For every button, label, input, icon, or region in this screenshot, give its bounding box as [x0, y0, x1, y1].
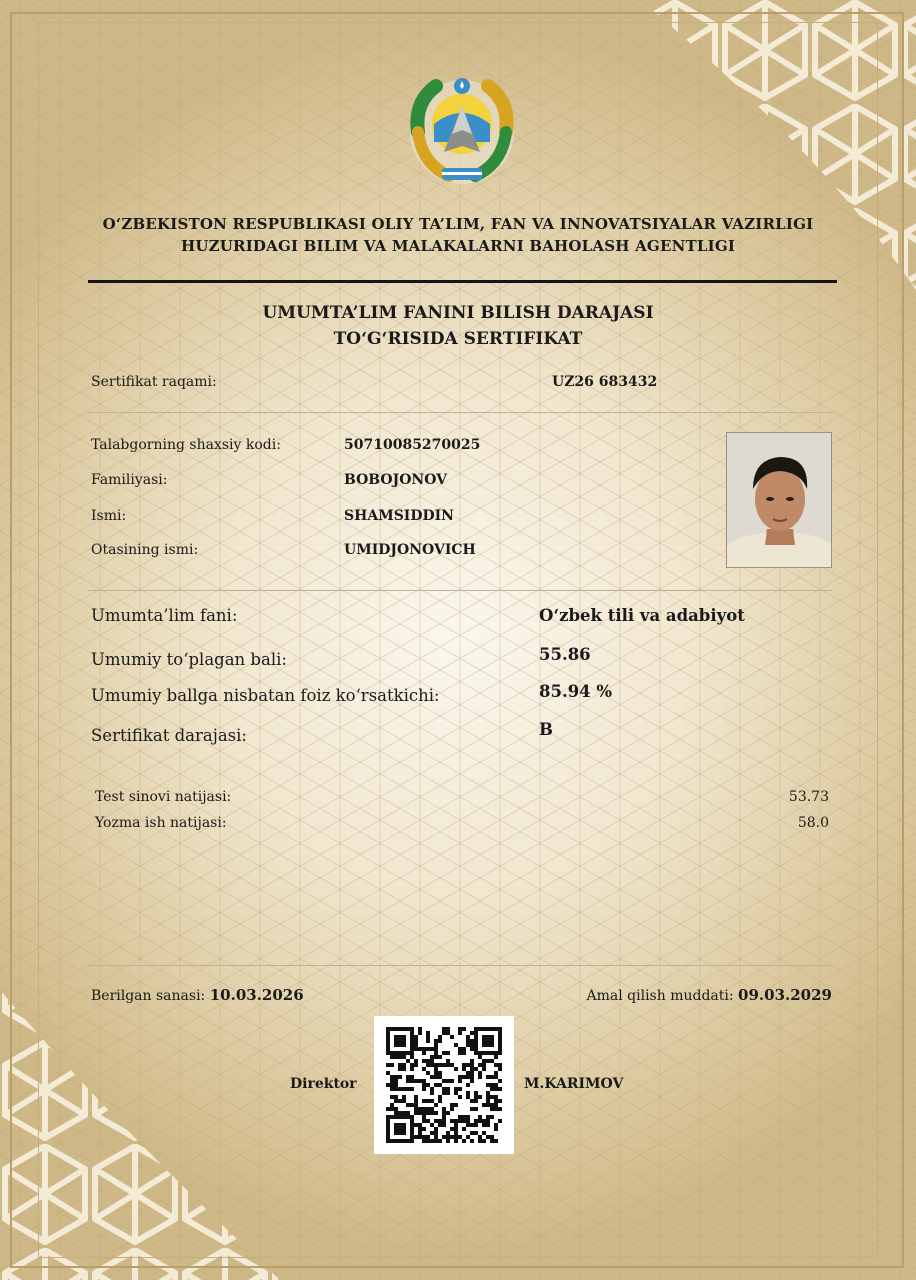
verification-qr-code[interactable]	[374, 1016, 514, 1154]
issue-date-label: Berilgan sanasi:	[91, 988, 206, 1004]
validity-date-label: Amal qilish muddati:	[586, 988, 734, 1004]
divider-2	[88, 590, 833, 591]
state-emblem	[404, 72, 520, 188]
percent-value: 85.94 %	[539, 682, 613, 701]
patronymic-label: Otasining ismi:	[91, 542, 199, 558]
divider-3	[88, 965, 833, 966]
validity-date	[587, 986, 833, 1004]
certificate-title-line-1: UMUMTA’LIM FANINI BILISH DARAJASI	[262, 303, 654, 323]
divider-1	[88, 412, 833, 413]
total-score-label: Umumiy to‘plagan bali:	[91, 650, 287, 669]
written-result-label: Yozma ish natijasi:	[95, 815, 227, 831]
qr-graphic	[374, 1016, 514, 1154]
total-score-value: 55.86	[539, 645, 591, 664]
validity-date-value: 09.03.2029	[738, 986, 832, 1004]
grade-label: Sertifikat darajasi:	[91, 726, 247, 745]
grade-value: B	[539, 720, 553, 739]
surname-value: BOBOJONOV	[344, 472, 448, 488]
certificate-number-label: Sertifikat raqami:	[91, 374, 217, 390]
director-label: Direktor	[290, 1076, 357, 1092]
subject-label: Umumta’lim fani:	[91, 606, 238, 625]
certificate-number-value: UZ26 683432	[552, 374, 658, 390]
issue-date-value: 10.03.2026	[209, 986, 304, 1004]
test-result-value: 53.73	[788, 789, 829, 805]
percent-label: Umumiy ballga nisbatan foiz ko‘rsatkichi:	[91, 686, 440, 705]
ministry-line-2: HUZURIDAGI BILIM VA MALAKALARNI BAHOLASH AGENTLIGI	[180, 237, 736, 255]
written-result-value: 58.0	[797, 815, 829, 831]
director-name: M.KARIMOV	[524, 1076, 624, 1092]
patronymic-value: UMIDJONOVICH	[344, 542, 476, 558]
issue-date	[91, 986, 304, 1004]
personal-code-label: Talabgorning shaxsiy kodi:	[91, 437, 281, 453]
first-name-label: Ismi:	[91, 508, 127, 524]
first-name-value: SHAMSIDDIN	[344, 508, 454, 524]
subject-value: O‘zbek tili va adabiyot	[539, 606, 745, 625]
certificate-title-line-2: TO‘G‘RISIDA SERTIFIKAT	[333, 329, 583, 349]
personal-code-value: 50710085270025	[344, 437, 481, 453]
applicant-photo	[726, 432, 832, 568]
test-result-label: Test sinovi natijasi:	[95, 789, 232, 805]
surname-label: Familiyasi:	[91, 472, 168, 488]
header-divider	[88, 280, 837, 283]
ministry-line-1: O‘ZBEKISTON RESPUBLIKASI OLIY TA’LIM, FAN VA INNOVATSIYALAR VAZIRLIGI	[102, 215, 814, 233]
